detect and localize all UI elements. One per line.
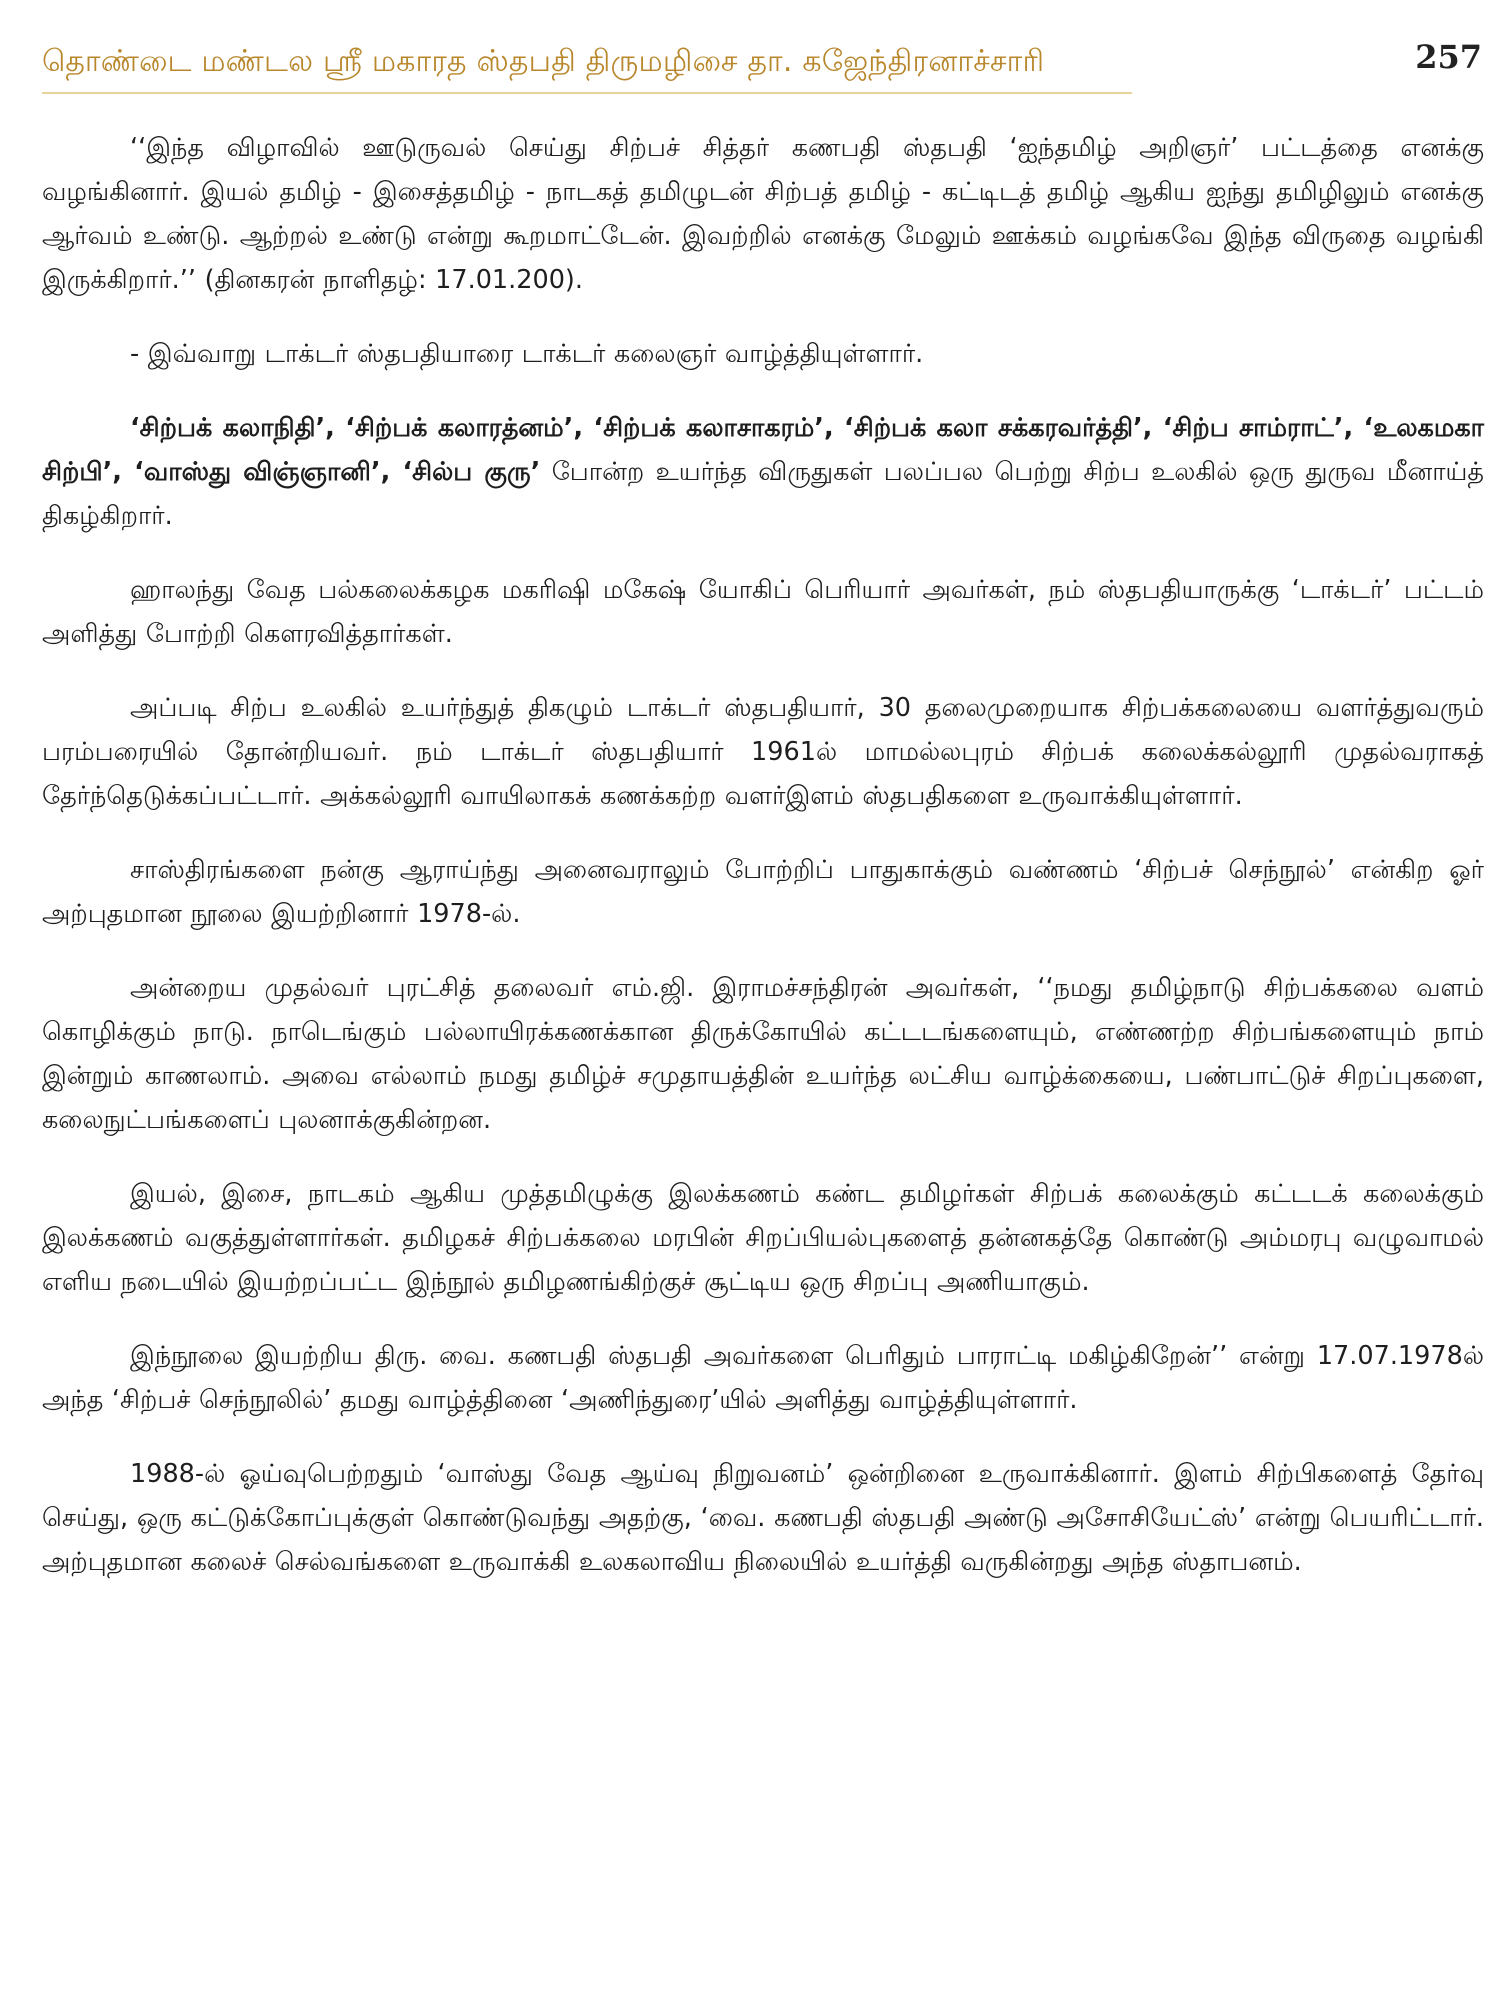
paragraph-titles xyxy=(42,406,1484,538)
paragraph-foreword: இந்நூலை இயற்றிய திரு. வை. கணபதி ஸ்தபதி அவர்களை பெரிதும் பாராட்டி மகிழ்கிறேன்’’ என்று 17.07.1978ல் அந்த ‘சிற்பச் செந்நூலில்’ தமது வாழ்த்தினை ‘அணிந்துரை’யில் அளித்து வாழ்த்தியுள்ளார். xyxy=(42,1341,1484,1415)
paragraph-mgr-quote: அன்றைய முதல்வர் புரட்சித் தலைவர் எம்.ஜி. இராமச்சந்திரன் அவர்கள், ‘‘நமது தமிழ்நாடு சிற்பக்கலை வளம் கொழிக்கும் நாடு. நாடெங்கும் பல்லாயிரக்கணக்கான திருக்கோயில் கட்டடங்களையும், எண்ணற்ற சிற்பங்களையும் நாம் இன்றும் காணலாம். அவை எல்லாம் நமது தமிழ்ச் சமுதாயத்தின் உயர்ந்த லட்சிய வாழ்க்கையை, பண்பாட்டுச் சிறப்புகளை, கலைநுட்பங்களைப் புலனாக்குகின்றன. xyxy=(42,973,1484,1135)
paragraph-lineage: அப்படி சிற்ப உலகில் உயர்ந்துத் திகழும் டாக்டர் ஸ்தபதியார், 30 தலைமுறையாக சிற்பக்கலையை வளர்த்துவரும் பரம்பரையில் தோன்றியவர். நம் டாக்டர் ஸ்தபதியார் 1961ல் மாமல்லபுரம் சிற்பக் கலைக்கல்லூரி முதல்வராகத் தேர்ந்தெடுக்கப்பட்டார். அக்கல்லூரி வாயிலாகக் கணக்கற்ற வளர்இளம் ஸ்தபதிகளை உருவாக்கியுள்ளார். xyxy=(42,693,1484,811)
page-number: 257 xyxy=(1415,38,1482,76)
award-titles: ‘சிற்பக் கலாநிதி’, ‘சிற்பக் கலாரத்னம்’, ‘சிற்பக் கலாசாகரம்’, ‘சிற்பக் கலா சக்கரவர்த்தி’, ‘சிற்ப சாம்ராட்’, ‘உலகமகா சிற்பி’, ‘வாஸ்து விஞ்ஞானி’, ‘சில்ப குரு’ xyxy=(42,413,1484,487)
running-header-title: தொண்டை மண்டல ஸ்ரீ மகாரத ஸ்தபதி திருமழிசை தா. கஜேந்திரனாச்சாரி xyxy=(42,44,1045,79)
award-titles-rest: போன்ற உயர்ந்த விருதுகள் பலப்பல பெற்று சிற்ப உலகில் ஒரு துருவ மீனாய்த் திகழ்கிறார். xyxy=(42,457,1484,531)
paragraph-doctorate: ஹாலந்து வேத பல்கலைக்கழக மகரிஷி மகேஷ் யோகிப் பெரியார் அவர்கள், நம் ஸ்தபதியாருக்கு ‘டாக்டர்’ பட்டம் அளித்து போற்றி கௌரவித்தார்கள். xyxy=(42,575,1484,649)
header-rule xyxy=(42,92,1132,94)
page-body xyxy=(42,126,1484,1584)
paragraph-greeting: - இவ்வாறு டாக்டர் ஸ்தபதியாரை டாக்டர் கலைஞர் வாழ்த்தியுள்ளார். xyxy=(130,339,924,369)
paragraph-quote-award: ‘‘இந்த விழாவில் ஊடுருவல் செய்து சிற்பச் சித்தர் கணபதி ஸ்தபதி ‘ஐந்தமிழ் அறிஞர்’ பட்டத்தை எனக்கு வழங்கினார். இயல் தமிழ் - இசைத்தமிழ் - நாடகத் தமிழுடன் சிற்பத் தமிழ் - கட்டிடத் தமிழ் ஆகிய ஐந்து தமிழிலும் எனக்கு ஆர்வம் உண்டு. ஆற்றல் உண்டு என்று கூறமாட்டேன். இவற்றில் எனக்கு மேலும் ஊக்கம் வழங்கவே இந்த விருதை வழங்கி இருக்கிறார்.’’ (தினகரன் நாளிதழ்: 17.01.200). xyxy=(42,133,1484,295)
paragraph-grammar: இயல், இசை, நாடகம் ஆகிய முத்தமிழுக்கு இலக்கணம் கண்ட தமிழர்கள் சிற்பக் கலைக்கும் கட்டடக் கலைக்கும் இலக்கணம் வகுத்துள்ளார்கள். தமிழகச் சிற்பக்கலை மரபின் சிறப்பியல்புகளைத் தன்னகத்தே கொண்டு அம்மரபு வழுவாமல் எளிய நடையில் இயற்றப்பட்ட இந்நூல் தமிழணங்கிற்குச் சூட்டிய ஒரு சிறப்பு அணியாகும். xyxy=(42,1179,1484,1297)
paragraph-book: சாஸ்திரங்களை நன்கு ஆராய்ந்து அனைவராலும் போற்றிப் பாதுகாக்கும் வண்ணம் ‘சிற்பச் செந்நூல்’ என்கிற ஓர் அற்புதமான நூலை இயற்றினார் 1978-ல். xyxy=(42,855,1484,929)
paragraph-institute: 1988-ல் ஓய்வுபெற்றதும் ‘வாஸ்து வேத ஆய்வு நிறுவனம்’ ஒன்றினை உருவாக்கினார். இளம் சிற்பிகளைத் தேர்வு செய்து, ஒரு கட்டுக்கோப்புக்குள் கொண்டுவந்து அதற்கு, ‘வை. கணபதி ஸ்தபதி அண்டு அசோசியேட்ஸ்’ என்று பெயரிட்டார். அற்புதமான கலைச் செல்வங்களை உருவாக்கி உலகலாவிய நிலையில் உயர்த்தி வருகின்றது அந்த ஸ்தாபனம். xyxy=(42,1459,1484,1577)
